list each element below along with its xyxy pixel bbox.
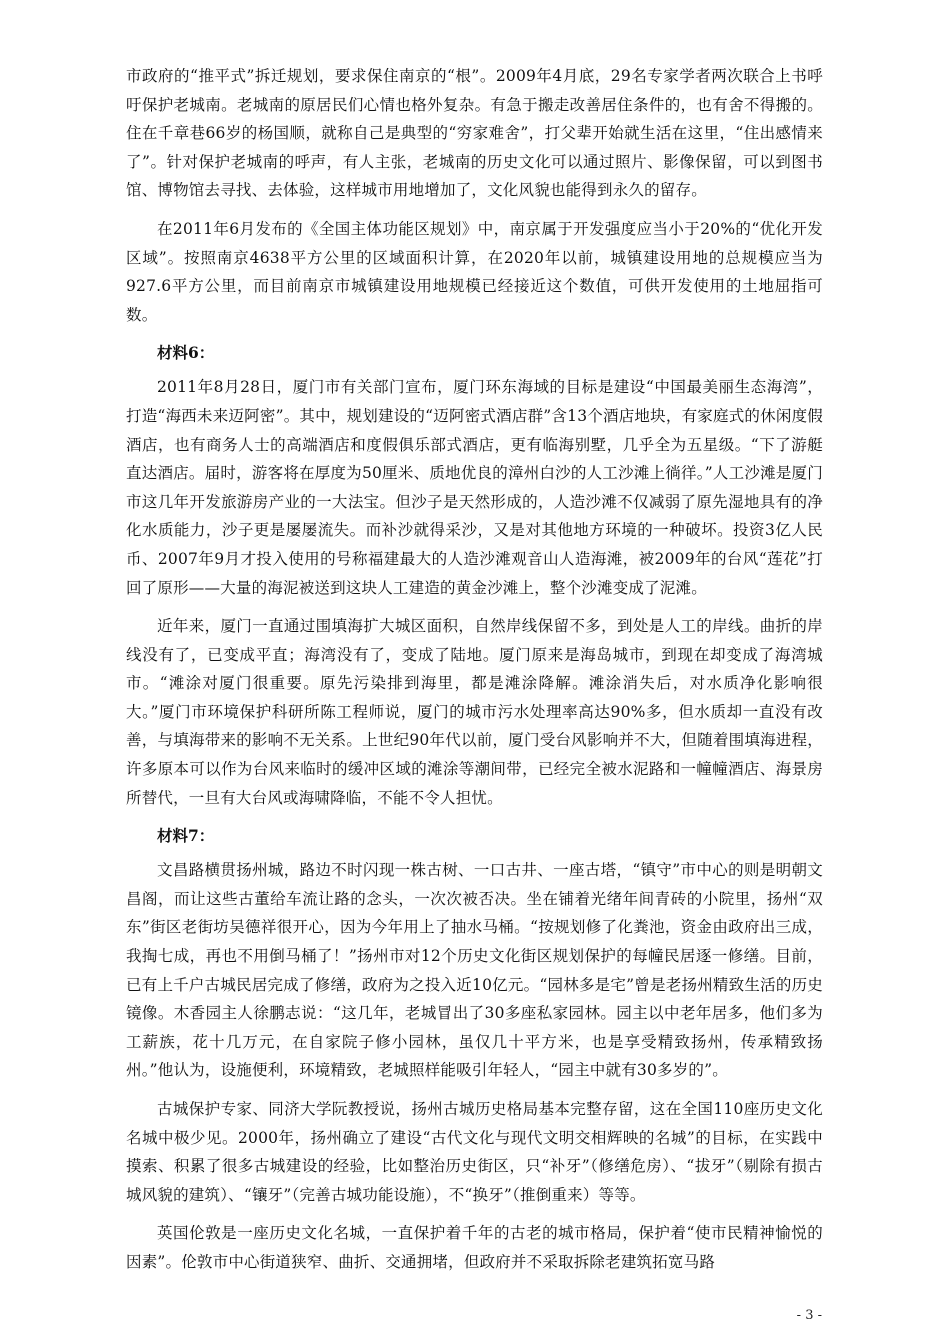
paragraph: 文昌路横贯扬州城，路边不时闪现一株古树、一口古井、一座古塔，“镇守”市中心的则是明朝文昌阁，而让这些古董给车流让路的念头，一次次被否决。坐在铺着光绪年间青砖的小院里，扬州“双东”街区老街坊吴德祥很开心，因为今年用上了抽水马桶。“按规划修了化粪池，资金由政府出三成，我掏七成，再也不用倒马桶了！”扬州市对12个历史文化街区规划保护的每幢民居逐一修缮。目前，已有上千户古城民居完成了修缮，政府为之投入近10亿元。“园林多是宅”曾是老扬州精致生活的历史镜像。木香园主人徐鹏志说：“这几年，老城冒出了30多座私家园林。园主以中老年居多，他们多为工薪族，花十几万元，在自家院子修小园林，虽仅几十平方米，也是享受精致扬州，传承精致扬州。”他认为，设施便利，环境精致，老城照样能吸引年轻人，“园主中就有30多岁的”。	[126, 861, 823, 1080]
paragraph: 2011年8月28日，厦门市有关部门宣布，厦门环东海域的目标是建设“中国最美丽生态海湾”，打造“海西未来迈阿密”。其中，规划建设的“迈阿密式酒店群”含13个酒店地块，有家庭式的休闲度假酒店，也有商务人士的高端酒店和度假俱乐部式酒店，更有临海别墅，几乎全为五星级。“下了游艇直达酒店。届时，游客将在厚度为50厘米、质地优良的漳州白沙的人工沙滩上徜徉。”人工沙滩是厦门市这几年开发旅游房产业的一大法宝。但沙子是天然形成的，人造沙滩不仅减弱了原先湿地具有的净化水质能力，沙子更是屡屡流失。而补沙就得采沙，又是对其他地方环境的一种破坏。投资3亿人民币、2007年9月才投入使用的号称福建最大的人造沙滩观音山人造海滩，被2009年的台风“莲花”打回了原形——大量的海泥被送到这块人工建造的黄金沙滩上，整个沙滩变成了泥滩。	[126, 378, 823, 597]
paragraph: 古城保护专家、同济大学阮教授说，扬州古城历史格局基本完整存留，这在全国110座历史文化名城中极少见。2000年，扬州确立了建设“古代文化与现代文明交相辉映的名城”的目标，在实践中摸索、积累了很多古城建设的经验，比如整治历史街区，只“补牙”（修缮危房）、“拔牙”（剔除有损古城风貌的建筑）、“镶牙”（完善古城功能设施），不“换牙”（推倒重来）等等。	[126, 1100, 823, 1204]
paragraph: 近年来，厦门一直通过围填海扩大城区面积，自然岸线保留不多，到处是人工的岸线。曲折的岸线没有了，已变成平直；海湾没有了，变成了陆地。厦门原来是海岛城市，到现在却变成了海湾城市。“滩涂对厦门很重要。原先污染排到海里，都是滩涂降解。滩涂消失后，对水质净化影响很大。”厦门市环境保护科研所陈工程师说，厦门的城市污水处理率高达90%多，但水质却一直没有改善，与填海带来的影响不无关系。上世纪90年代以前，厦门受台风影响并不大，但随着围填海进程，许多原本可以作为台风来临时的缓冲区域的滩涂等潮间带，已经完全被水泥路和一幢幢酒店、海景房所替代，一旦有大台风或海啸降临，不能不令人担忧。	[126, 617, 823, 807]
page-body	[126, 62, 823, 1287]
page-number: - 3 -	[796, 1308, 822, 1323]
paragraph: 英国伦敦是一座历史文化名城，一直保护着千年的古老的城市格局，保护着“使市民精神愉悦的因素”。伦敦市中心街道狭窄、曲折、交通拥堵，但政府并不采取拆除老建筑拓宽马路	[126, 1224, 823, 1271]
section-heading-material-6: 材料6：	[157, 343, 215, 363]
section-heading-material-7: 材料7：	[157, 826, 215, 846]
paragraph: 在2011年6月发布的《全国主体功能区规划》中，南京属于开发强度应当小于20%的“优化开发区域”。按照南京4638平方公里的区域面积计算，在2020年以前，城镇建设用地的总规模应当为927.6平方公里，而目前南京市城镇建设用地规模已经接近这个数值，可供开发使用的土地屈指可数。	[126, 219, 823, 324]
paragraph: 市政府的“推平式”拆迁规划，要求保住南京的“根”。2009年4月底，29名专家学者两次联合上书呼吁保护老城南。老城南的原居民们心情也格外复杂。有急于搬走改善居住条件的，也有舍不得搬的。住在千章巷66岁的杨国顺，就称自己是典型的“穷家难舍”，打父辈开始就生活在这里，“住出感情来了”。针对保护老城南的呼声，有人主张，老城南的历史文化可以通过照片、影像保留，可以到图书馆、博物馆去寻找、去体验，这样城市用地增加了，文化风貌也能得到永久的留存。	[126, 67, 823, 200]
